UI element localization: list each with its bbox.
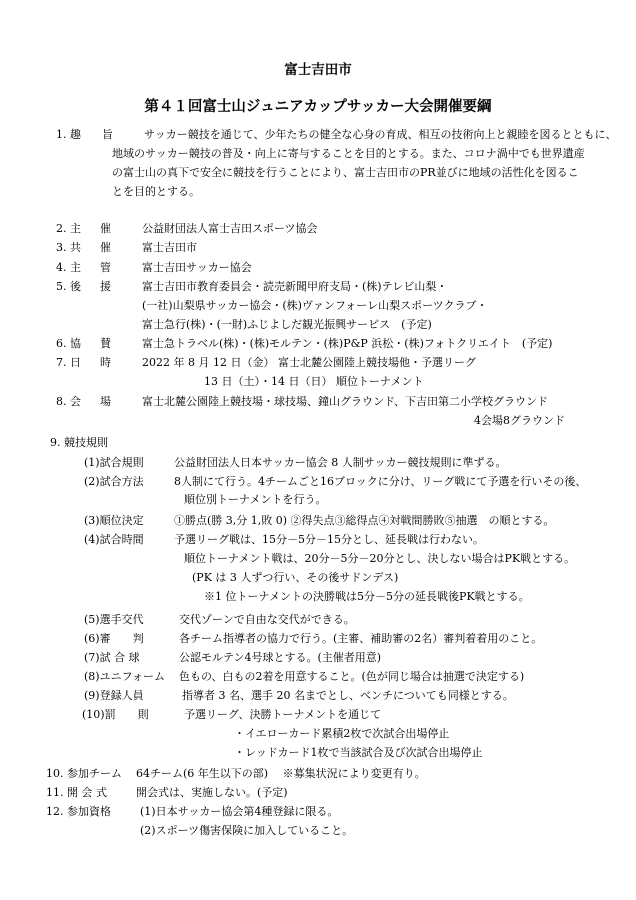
rule-text: 公益財団法人日本サッカー協会 8 人制サッカー競技規則に準ずる。 — [174, 456, 507, 469]
rule-label: (8)ユニフォーム — [84, 670, 166, 683]
section-1-line: とを目的とする。 — [112, 185, 200, 198]
rule-text: 色もの、白もの2着を用意すること。(色が同じ場合は抽選で決定する) — [179, 670, 525, 683]
section-7-label: 7. 日 — [56, 356, 81, 369]
section-12-line: (2)スポーツ傷害保険に加入していること。 — [140, 824, 354, 837]
rule-text: ・イエローカード累積2枚で次試合出場停止 — [234, 727, 450, 740]
section-11-label: 11. 開 会 式 — [46, 786, 107, 799]
section-3-text: 富士吉田市 — [142, 241, 197, 254]
rule-text: 8人制にて行う。4チームごと16ブロックに分け、リーグ戦にて予選を行いその後、 — [174, 475, 587, 488]
rule-text: 予選リーグ戦は、15分－5分－15分とし、延長戦は行わない。 — [174, 533, 484, 546]
rule-text: ・レッドカード1枚で当該試合及び次試合出場停止 — [234, 746, 483, 759]
section-7-label-suffix: 時 — [100, 356, 111, 369]
rule-label: (6)審 判 — [84, 632, 144, 645]
section-8-line: 4会場8グラウンド — [474, 414, 565, 427]
section-3-label: 3. 共 — [56, 241, 81, 254]
section-9-heading: 9. 競技規則 — [50, 436, 108, 449]
rule-text: 順位別トーナメントを行う。 — [184, 493, 327, 506]
rule-label: (4)試合時間 — [84, 533, 144, 546]
rule-text: 各チーム指導者の協力で行う。(主審、補助審の2名）審判着着用のこと。 — [179, 632, 543, 645]
section-4-label: 4. 主 — [56, 261, 81, 274]
section-5-label-suffix: 援 — [100, 280, 111, 293]
section-5-label: 5. 後 — [56, 280, 81, 293]
section-10-label: 10. 参加チーム — [46, 767, 122, 780]
rule-label: (9)登録人員 — [84, 689, 144, 702]
section-1-label: 1. 趣 — [56, 128, 81, 141]
section-2-label: 2. 主 — [56, 222, 81, 235]
rule-label: (3)順位決定 — [84, 514, 144, 527]
section-8-line: 富士北麓公園陸上競技場・球技場、鐘山グラウンド、下吉田第二小学校グラウンド — [142, 395, 549, 408]
section-4-label-suffix: 管 — [100, 261, 111, 274]
section-3-label-suffix: 催 — [100, 241, 111, 254]
rule-label: (7)試 合 球 — [84, 651, 140, 664]
rule-text: (PK は 3 人ずつ行い、その後サドンデス) — [192, 571, 399, 584]
section-5-line: 富士吉田市教育委員会・読売新聞甲府支局・(株)テレビ山梨・ — [142, 280, 448, 293]
section-2-text: 公益財団法人富士吉田スポーツ協会 — [142, 222, 318, 235]
rule-label: (5)選手交代 — [84, 613, 144, 626]
section-6-label-suffix: 賛 — [100, 337, 111, 350]
section-7-line: 13 日（土）・14 日（日） 順位トーナメント — [204, 375, 424, 388]
section-1-label-suffix: 旨 — [102, 128, 113, 141]
rule-text: ①勝点(勝 3,分 1,敗 0) ②得失点③総得点④対戦間勝敗⑤抽選 の順とする。 — [174, 514, 555, 527]
rule-label: (1)試合規則 — [84, 456, 144, 469]
section-11-text: 開会式は、実施しない。(予定) — [136, 786, 288, 799]
document-title: 第４１回富士山ジュニアカップサッカー大会開催要綱 — [144, 99, 492, 115]
section-8-label: 8. 会 — [56, 395, 81, 408]
section-12-line: (1)日本サッカー協会第4種登録に限る。 — [140, 805, 339, 818]
rule-label: (2)試合方法 — [84, 475, 144, 488]
rule-label: (10)罰 則 — [82, 708, 149, 721]
organization-name: 富士吉田市 — [284, 62, 352, 78]
rule-text: 指導者 3 名、選手 20 名までとし、ベンチについても同様とする。 — [182, 689, 514, 702]
section-1-line: サッカー競技を通じて、少年たちの健全な心身の育成、相互の技術向上と親睦を図るとともに、 — [144, 128, 617, 141]
rule-text: 順位トーナメント戦は、20分－5分－20分とし、決しない場合はPK戦とする。 — [184, 552, 576, 565]
section-5-line: 富士急行(株)・(一財)ふじよしだ観光振興サービス (予定) — [142, 318, 432, 331]
rule-text: 予選リーグ、決勝トーナメントを通じて — [184, 708, 382, 721]
rule-text: ※1 位トーナメントの決勝戦は5分－5分の延長戦後PK戦とする。 — [204, 590, 530, 603]
rule-text: 公認モルテン4号球とする。(主催者用意) — [179, 651, 382, 664]
section-4-text: 富士吉田サッカー協会 — [142, 261, 252, 274]
section-1-line: の富士山の真下で安全に競技を行うことにより、富士吉田市のPR並びに地域の活性化を図るこ — [112, 166, 579, 179]
rule-text: 交代ゾーンで自由な交代ができる。 — [179, 613, 355, 626]
section-7-line: 2022 年 8 月 12 日（金） 富士北麓公園陸上競技場他・予選リーグ — [142, 356, 476, 369]
section-12-label: 12. 参加資格 — [46, 805, 111, 818]
section-5-line: (一社)山梨県サッカー協会・(株)ヴァンフォーレ山梨スポーツクラブ・ — [142, 299, 488, 312]
section-2-label-suffix: 催 — [100, 222, 111, 235]
section-1-line: 地域のサッカー競技の普及・向上に寄与することを目的とする。また、コロナ渦中でも世界遺産 — [112, 147, 585, 160]
section-10-text: 64チーム(6 年生以下の部) ※募集状況により変更有り。 — [136, 767, 426, 780]
section-8-label-suffix: 場 — [100, 395, 111, 408]
section-6-label: 6. 協 — [56, 337, 81, 350]
section-6-text: 富士急トラベル(株)・(株)モルテン・(株)P&P 浜松・(株)フォトクリエイト (予定) — [142, 337, 553, 350]
